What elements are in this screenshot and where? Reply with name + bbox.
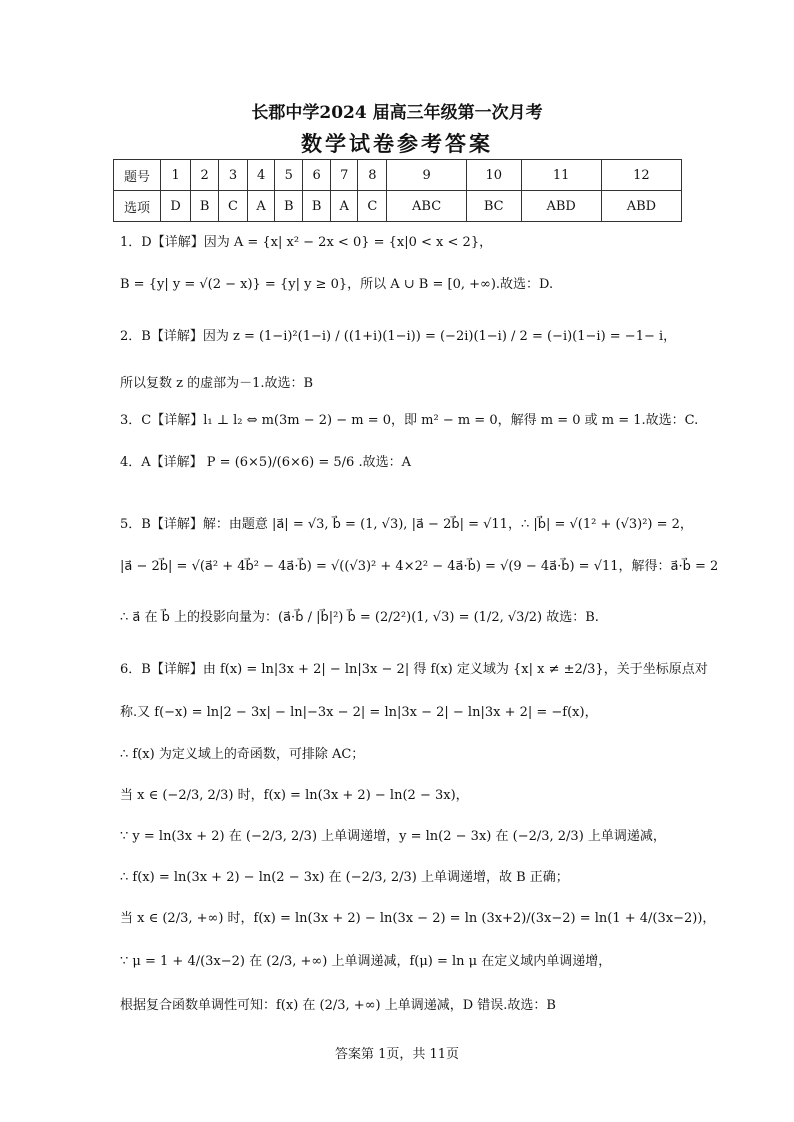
table-cell: ABD: [521, 191, 601, 222]
solution-line: ∵ μ = 1 + 4/(3x−2) 在 (2/3, +∞) 上单调递减，f(μ) = ln μ 在定义域内单调递增，: [120, 954, 612, 969]
table-cell: 11: [521, 160, 601, 191]
solution-line: 根据复合函数单调性可知：f(x) 在 (2/3, +∞) 上单调递减，D 错误.故选：B: [120, 998, 556, 1013]
row-header: 题号: [114, 160, 161, 191]
table-cell: ABC: [387, 191, 467, 222]
row-header: 选项: [114, 191, 161, 222]
table-cell: 12: [601, 160, 681, 191]
table-cell: 7: [331, 160, 358, 191]
solution-line: 当 x ∈ (2/3, +∞) 时，f(x) = ln(3x + 2) − ln(3x − 2) = ln (3x+2)/(3x−2) = ln(1 + 4/(3x−2))，: [120, 911, 716, 926]
table-cell: ABD: [601, 191, 681, 222]
table-cell: 3: [219, 160, 248, 191]
table-cell: B: [275, 191, 303, 222]
question-number-row: [114, 160, 682, 191]
solution-line: 4．A【详解】 P = (6×5)/(6×6) = 5/6 .故选：A: [120, 455, 411, 470]
table-cell: 6: [303, 160, 331, 191]
solution-line: ∴ a⃗ 在 b⃗ 上的投影向量为：(a⃗·b⃗ / |b⃗|²) b⃗ = (2/2²)(1, √3) = (1/2, √3/2) 故选：B.: [120, 610, 599, 625]
table-cell: 4: [247, 160, 274, 191]
answer-table: [113, 159, 682, 222]
solution-line: 2．B【详解】因为 z = (1−i)²(1−i) / ((1+i)(1−i)) = (−2i)(1−i) / 2 = (−i)(1−i) = −1− i，: [120, 329, 677, 344]
table-cell: D: [161, 191, 191, 222]
solution-line: 3．C【详解】l₁ ⊥ l₂ ⇔ m(3m − 2) − m = 0，即 m² − m = 0，解得 m = 0 或 m = 1.故选：C.: [120, 413, 699, 428]
table-cell: 5: [275, 160, 303, 191]
table-cell: 10: [466, 160, 521, 191]
solution-line: 5．B【详解】解：由题意 |a⃗| = √3, b⃗ = (1, √3), |a⃗ − 2b⃗| = √11，∴ |b⃗| = √(1² + (√3)²) = 2，: [120, 517, 693, 532]
table-cell: C: [219, 191, 248, 222]
answer-row: [114, 191, 682, 222]
table-cell: 9: [387, 160, 467, 191]
page-footer: 答案第 1页，共 11页: [334, 1047, 460, 1062]
document-title: 数学试卷参考答案: [301, 131, 493, 156]
table-cell: 1: [161, 160, 191, 191]
solution-line: ∵ y = ln(3x + 2) 在 (−2/3, 2/3) 上单调递增，y = ln(2 − 3x) 在 (−2/3, 2/3) 上单调递减，: [120, 829, 666, 844]
solution-line: 1．D【详解】因为 A = {x| x² − 2x < 0} = {x|0 < x < 2}，: [120, 235, 493, 250]
table-cell: 2: [191, 160, 219, 191]
table-cell: B: [303, 191, 331, 222]
table-cell: A: [331, 191, 358, 222]
solution-line: |a⃗ − 2b⃗| = √(a⃗² + 4b⃗² − 4a⃗·b⃗) = √((√3)² + 4×2² − 4a⃗·b⃗) = √(9 − 4a⃗·b⃗) = √11，解得：a⃗·b⃗ = 2: [120, 559, 719, 574]
table-cell: BC: [466, 191, 521, 222]
solution-line: 6．B【详解】由 f(x) = ln|3x + 2| − ln|3x − 2| 得 f(x) 定义域为 {x| x ≠ ±2/3}，关于坐标原点对: [120, 662, 708, 677]
table-cell: C: [358, 191, 387, 222]
solution-line: ∴ f(x) 为定义域上的奇函数，可排除 AC；: [120, 747, 365, 762]
solution-line: 所以复数 z 的虚部为－1.故选：B: [120, 376, 314, 391]
table-cell: 8: [358, 160, 387, 191]
school-title: 长郡中学2024 届高三年级第一次月考: [251, 103, 543, 123]
solution-line: B = {y| y = √(2 − x)} = {y| y ≥ 0}，所以 A ∪ B = [0, +∞).故选：D.: [120, 277, 554, 292]
solution-line: 当 x ∈ (−2/3, 2/3) 时，f(x) = ln(3x + 2) − ln(2 − 3x)，: [120, 788, 469, 803]
table-cell: B: [191, 191, 219, 222]
table-cell: A: [247, 191, 274, 222]
solution-line: 称.又 f(−x) = ln|2 − 3x| − ln|−3x − 2| = ln|3x − 2| − ln|3x + 2| = −f(x)，: [120, 705, 598, 720]
solution-line: ∴ f(x) = ln(3x + 2) − ln(2 − 3x) 在 (−2/3, 2/3) 上单调递增，故 B 正确；: [120, 870, 569, 885]
